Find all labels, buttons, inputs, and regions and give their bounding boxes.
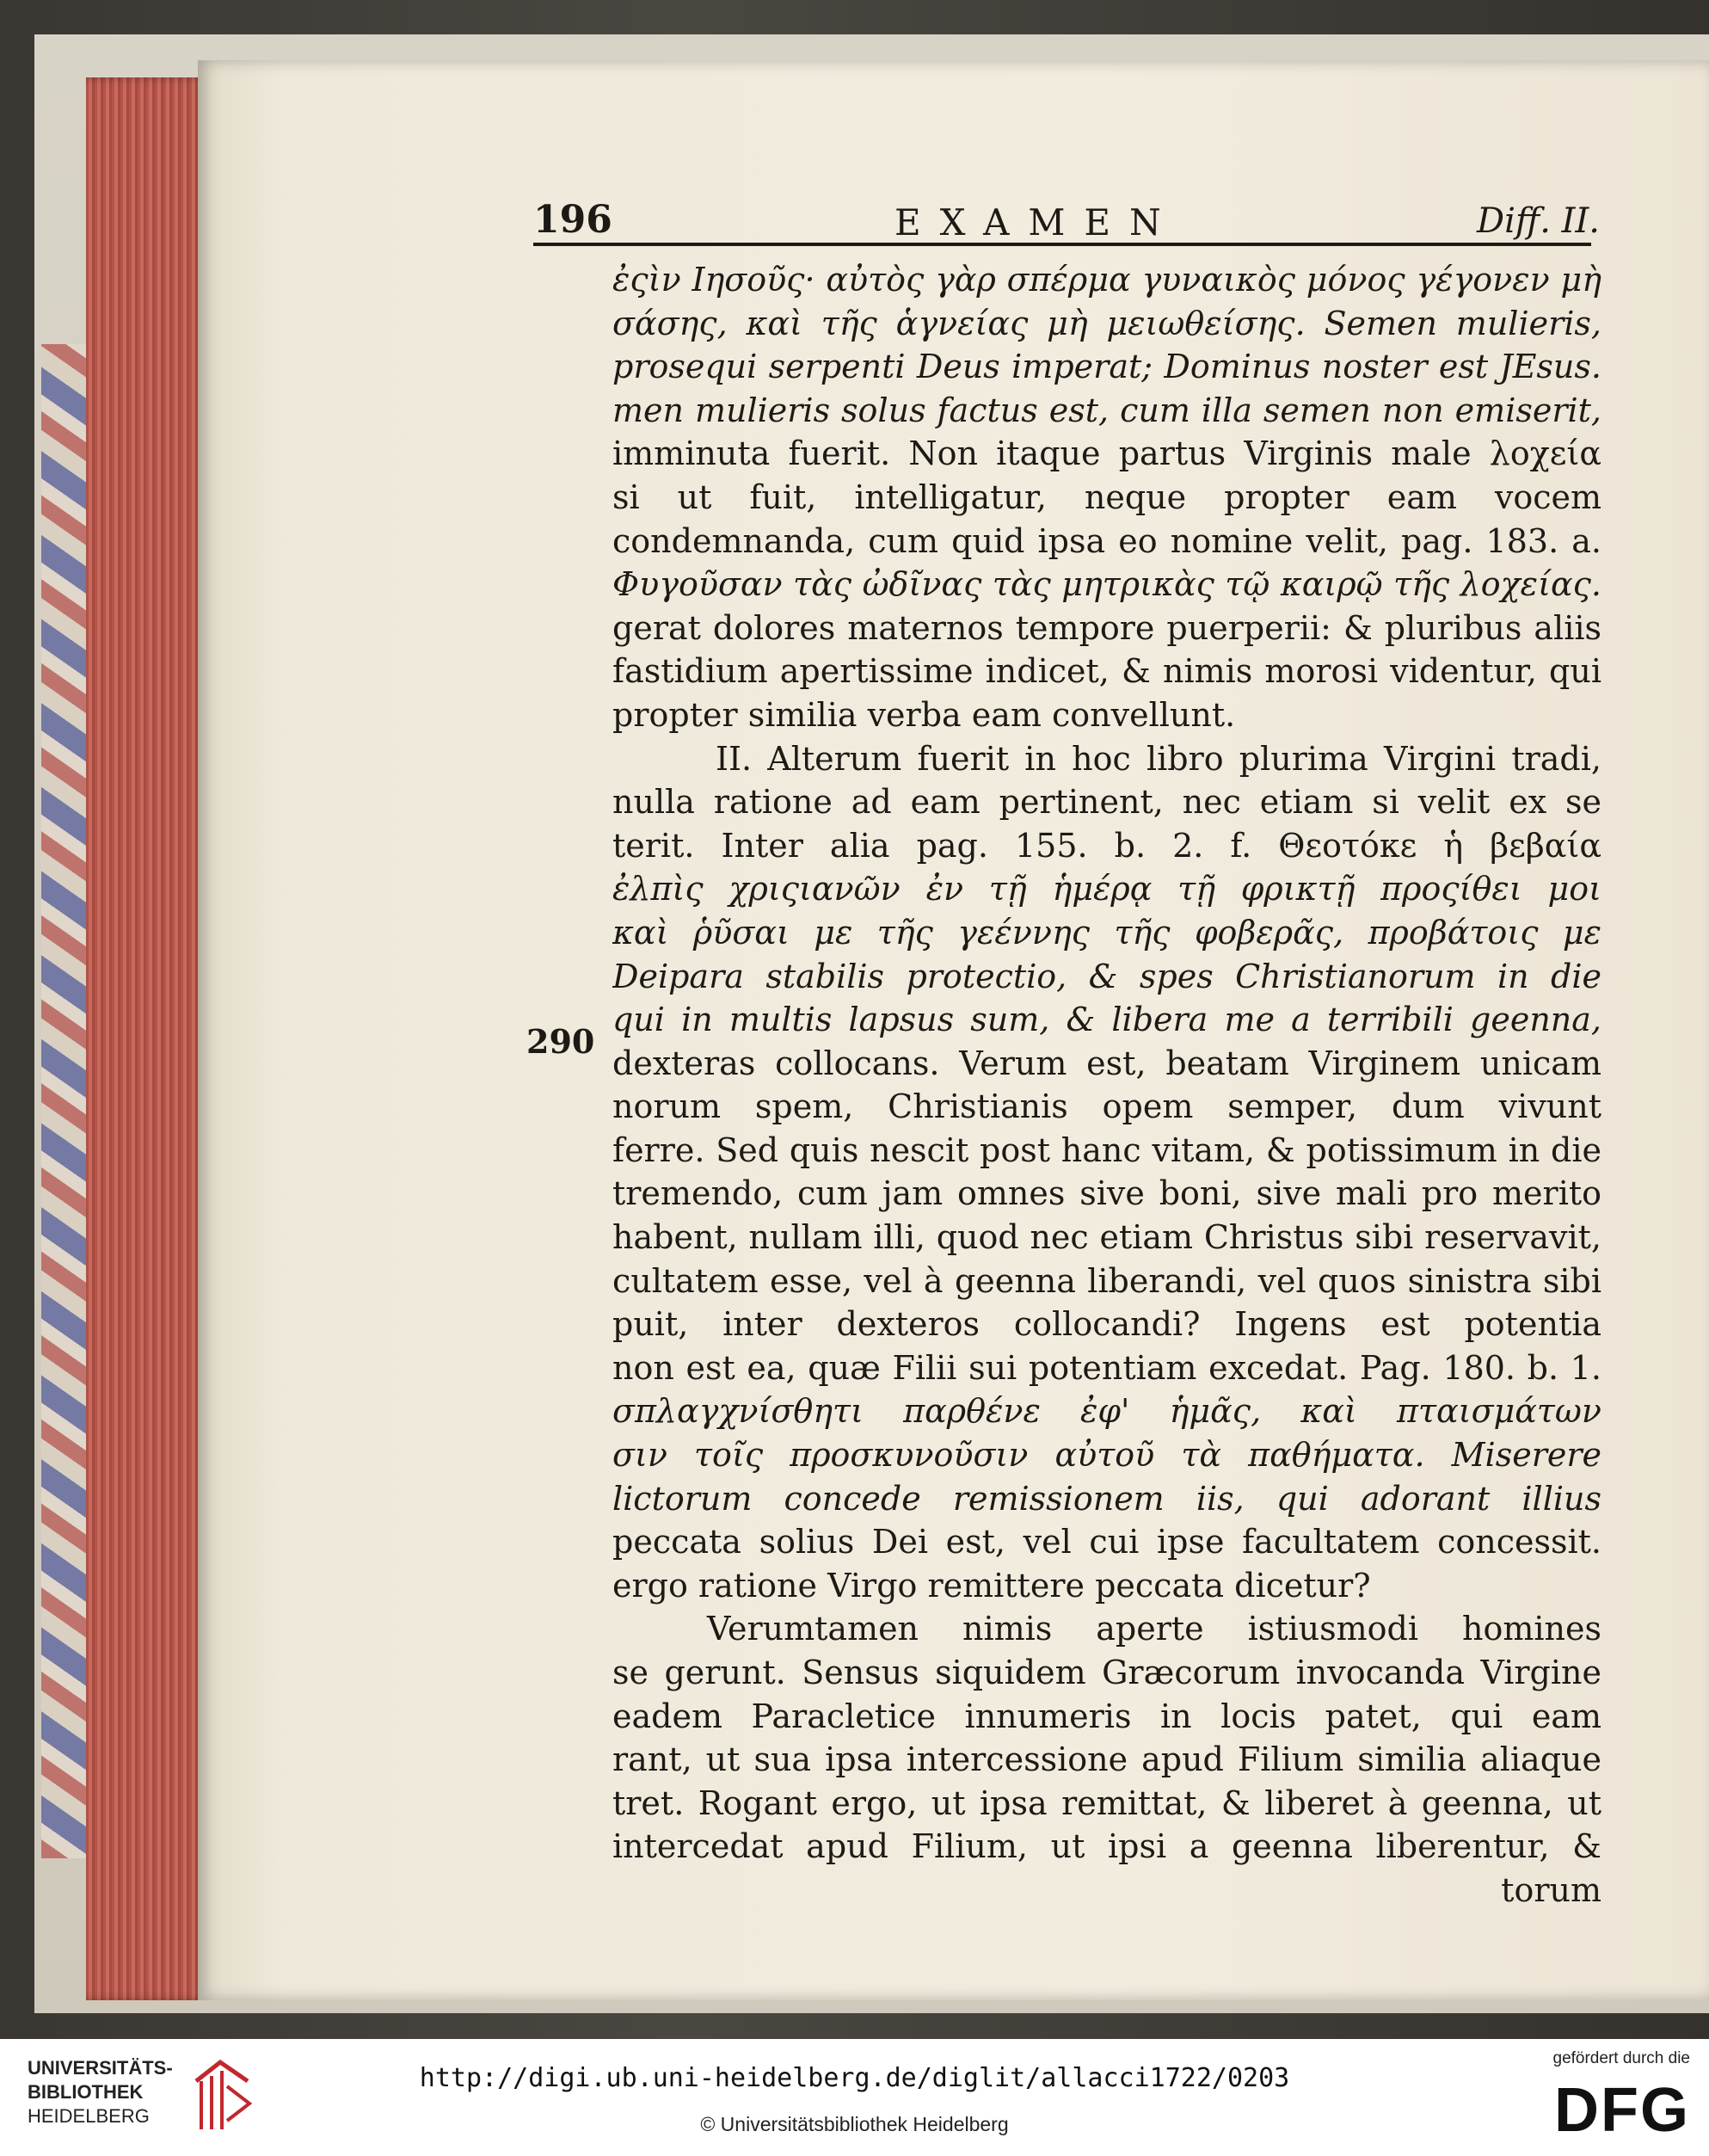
text-line: tremendo, cum jam omnes sive boni, sive mali pro merito	[612, 1174, 1601, 1213]
header-rule	[533, 243, 1591, 246]
permalink-url[interactable]: http://digi.ub.uni-heidelberg.de/diglit/allacci1722/0203	[419, 2063, 1290, 2093]
copyright-text: © Universitätsbibliothek Heidelberg	[700, 2113, 1009, 2135]
text-line: puit, inter dexteros collocandi? Ingens est potentia	[612, 1305, 1601, 1344]
running-title: EXAMEN	[894, 201, 1180, 243]
text-line: imminuta fuerit. Non itaque partus Virginis male λοχεία	[612, 434, 1601, 473]
catchword: torum	[1501, 1870, 1601, 1909]
text-line: tret. Rogant ergo, ut ipsa remittat, & liberet à geenna, ut	[612, 1783, 1601, 1822]
text-line: σπλαγχνίσθητι παρθένε ἐφ' ἡμᾶς, καὶ πταισμάτων	[612, 1392, 1601, 1431]
text-line: ἐλπὶς χριςιανῶν ἐν τῇ ἡμέρᾳ τῇ φρικτῇ προςίθει μοι	[612, 870, 1601, 909]
text-line: σάσης, καὶ τῆς ἁγνείας μὴ μειωθείσης. Semen mulieris,	[612, 304, 1601, 342]
text-line: peccata solius Dei est, vel cui ipse facultatem concessit.	[612, 1523, 1601, 1562]
section-marker: Diff. II.	[1477, 201, 1600, 241]
text-line: fastidium apertissime indicet, & nimis morosi videntur, qui	[612, 652, 1601, 691]
text-line: II. Alterum fuerit in hoc libro plurima Virgini tradi,	[716, 739, 1601, 778]
body-text	[612, 258, 1601, 1913]
text-line: rant, ut sua ipsa intercessione apud Filium similia aliaque	[612, 1740, 1601, 1779]
text-line: gerat dolores maternos tempore puerperii: & pluribus aliis	[612, 608, 1601, 647]
text-line: ἐςὶν Ιησοῦς· αὐτὸς γὰρ σπέρμα γυναικὸς μόνος γέγονεν μὴ	[612, 261, 1601, 299]
running-header	[533, 198, 1600, 249]
text-line: dexteras collocans. Verum est, beatam Virginem unicam	[612, 1044, 1601, 1082]
text-line: men mulieris solus factus est, cum illa semen non emiserit,	[612, 391, 1601, 429]
text-line: si ut fuit, intelligatur, neque propter eam vocem	[612, 477, 1601, 516]
page-number: 196	[533, 198, 612, 242]
text-line: prosequi serpenti Deus imperat; Dominus noster est JEsus.	[612, 348, 1601, 386]
text-line: Φυγοῦσαν τὰς ὠδῖνας τὰς μητρικὰς τῷ καιρῷ τῆς λοχείας.	[612, 565, 1601, 604]
text-line: norum spem, Christianis opem semper, dum vivunt	[612, 1087, 1601, 1126]
text-line: Deipara stabilis protectio, & spes Christianorum in die	[612, 957, 1601, 995]
dfg-logo[interactable]	[1518, 2049, 1690, 2144]
text-line: intercedat apud Filium, ut ipsi a geenna liberentur, &	[612, 1827, 1601, 1866]
text-line: nulla ratione ad eam pertinent, nec etiam si velit ex se	[612, 783, 1601, 822]
text-line: qui in multis lapsus sum, & libera me a terribili geenna,	[612, 1001, 1601, 1039]
funder-name: DFG	[1554, 2076, 1690, 2145]
text-line: Verumtamen nimis aperte istiusmodi homines	[707, 1610, 1601, 1648]
page-fore-edge	[86, 77, 206, 2000]
text-line: ergo ratione Virgo remittere peccata dicetur?	[612, 1566, 1371, 1605]
text-line: ferre. Sed quis nescit post hanc vitam, & potissimum in die	[612, 1130, 1601, 1169]
text-line: terit. Inter alia pag. 155. b. 2. f. Θεοτόκε ἡ βεβαία	[612, 826, 1601, 865]
text-line: non est ea, quæ Filii sui potentiam excedat. Pag. 180. b. 1.	[612, 1348, 1601, 1387]
margin-note: 290	[526, 1022, 595, 1061]
text-line: habent, nullam illi, quod nec etiam Christus sibi reservavit,	[612, 1218, 1601, 1257]
text-line: condemnanda, cum quid ipsa eo nomine velit, pag. 183. a.	[612, 521, 1601, 560]
library-name-line3: HEIDELBERG	[28, 2105, 150, 2127]
text-line: lictorum concede remissionem iis, qui adorant illius	[612, 1479, 1601, 1518]
text-line: se gerunt. Sensus siquidem Græcorum invocanda Virgine	[612, 1654, 1601, 1691]
text-line: eadem Paracletice innumeris in locis patet, qui eam	[612, 1697, 1601, 1735]
text-line: σιν τοῖς προσκυνοῦσιν αὐτοῦ τὰ παθήματα. Miserere	[612, 1436, 1601, 1475]
text-line: propter similia verba eam convellunt.	[612, 695, 1236, 734]
library-name-line2: BIBLIOTHEK	[28, 2081, 144, 2103]
text-line: καὶ ῥῦσαι με τῆς γεέννης τῆς φοβερᾶς, προβάτοις με	[612, 913, 1601, 952]
text-line: cultatem esse, vel à geenna liberandi, vel quos sinistra sibi	[612, 1261, 1601, 1300]
library-name-line1: UNIVERSITÄTS-	[28, 2057, 173, 2079]
funder-note: gefördert durch die	[1552, 2049, 1690, 2067]
